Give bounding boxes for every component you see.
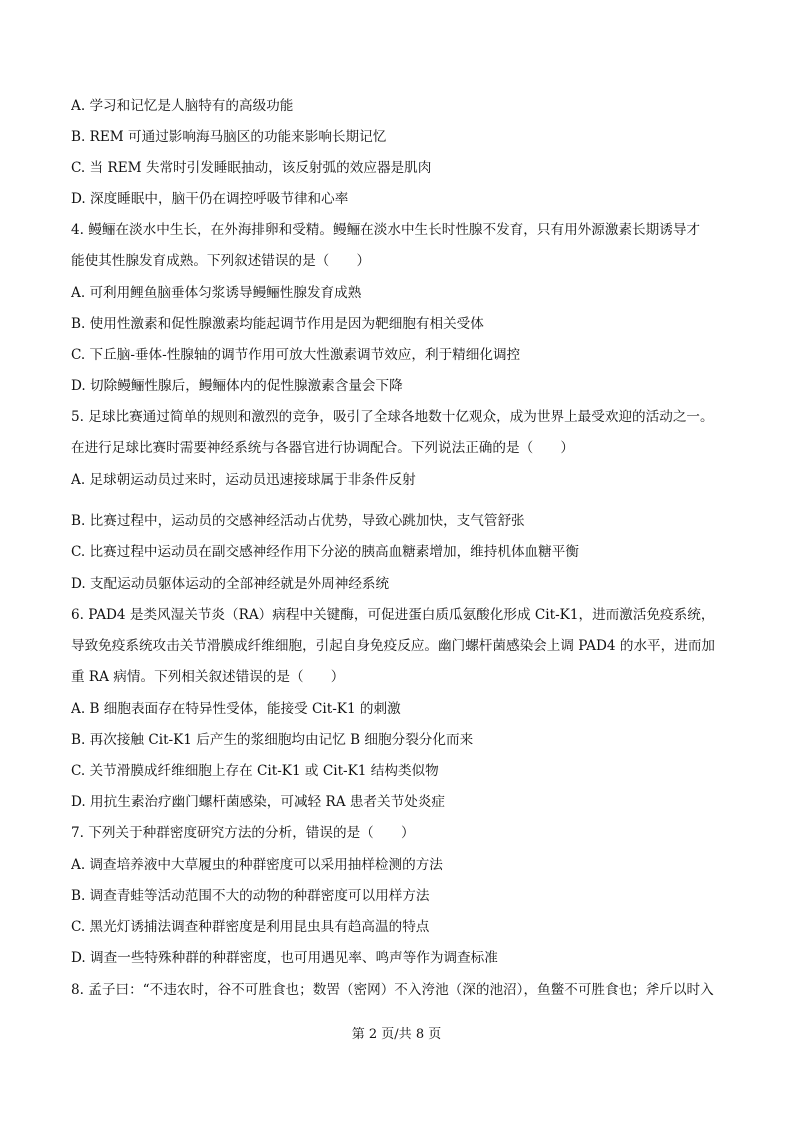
text-line: A. 调查培养液中大草履虫的种群密度可以采用抽样检测的方法 [71,857,443,873]
text-line: B. 再次接触 Cit-K1 后产生的浆细胞均由记忆 B 细胞分裂分化而来 [71,732,474,748]
text-line: D. 调查一些特殊种群的种群密度，也可用遇见率、鸣声等作为调查标准 [71,950,498,966]
text-line: C. 下丘脑-垂体-性腺轴的调节作用可放大性激素调节效应，利于精细化调控 [71,347,521,363]
text-line: 6. PAD4 是类风湿关节炎（RA）病程中关键酶，可促进蛋白质瓜氨酸化形成 Cit-K1，进而激活免疫系统， [71,607,715,623]
text-line: D. 用抗生素治疗幽门螺杆菌感染，可减轻 RA 患者关节处炎症 [71,794,445,810]
text-line: D. 切除鳗鲡性腺后，鳗鲡体内的促性腺激素含量会下降 [71,378,403,394]
text-line: A. 可利用鲤鱼脑垂体匀浆诱导鳗鲡性腺发育成熟 [71,285,362,301]
text-line: B. 调查青蛙等活动范围不大的动物的种群密度可以用样方法 [71,888,430,904]
text-line: 能使其性腺发育成熟。下列叙述错误的是（ ） [71,253,371,269]
text-line: C. 黑光灯诱捕法调查种群密度是利用昆虫具有趋高温的特点 [71,919,430,935]
text-line: D. 支配运动员躯体运动的全部神经就是外周神经系统 [71,576,390,592]
text-line: A. 学习和记忆是人脑特有的高级功能 [71,98,294,114]
page-number-footer: 第 2 页/共 8 页 [351,1027,442,1042]
text-line: 重 RA 病情。下列相关叙述错误的是（ ） [71,669,345,685]
text-line: B. 使用性激素和促性腺激素均能起调节作用是因为靶细胞有相关受体 [71,316,484,332]
text-line: 在进行足球比赛时需要神经系统与各器官进行协调配合。下列说法正确的是（ ） [71,440,574,456]
text-line: 7. 下列关于种群密度研究方法的分析，错误的是（ ） [71,825,415,841]
text-line: B. 比赛过程中，运动员的交感神经活动占优势，导致心跳加快，支气管舒张 [71,513,525,529]
text-line: C. 比赛过程中运动员在副交感神经作用下分泌的胰高血糖素增加，维持机体血糖平衡 [71,544,579,560]
text-line: 4. 鳗鲡在淡水中生长，在外海排卵和受精。鳗鲡在淡水中生长时性腺不发育，只有用外源激素长期诱导才 [71,222,701,238]
text-line: B. REM 可通过影响海马脑区的功能来影响长期记忆 [71,129,387,145]
text-line: 导致免疫系统攻击关节滑膜成纤维细胞，引起自身免疫反应。幽门螺杆菌感染会上调 PAD4 的水平，进而加 [71,638,716,654]
text-line: 8. 孟子曰：“不违农时，谷不可胜食也；数罟（密网）不入洿池（深的池沼），鱼鳖不可胜食也；斧斤以时入 [71,982,714,998]
text-line: C. 当 REM 失常时引发睡眠抽动，该反射弧的效应器是肌肉 [71,160,432,176]
text-line: D. 深度睡眠中，脑干仍在调控呼吸节律和心率 [71,191,349,207]
text-line: C. 关节滑膜成纤维细胞上存在 Cit-K1 或 Cit-K1 结构类似物 [71,763,439,779]
text-line: A. B 细胞表面存在特异性受体，能接受 Cit-K1 的刺激 [71,701,401,717]
text-line: A. 足球朝运动员过来时，运动员迅速接球属于非条件反射 [71,472,416,488]
text-line: 5. 足球比赛通过简单的规则和激烈的竞争，吸引了全球各地数十亿观众，成为世界上最受欢迎的活动之一。 [71,409,714,425]
